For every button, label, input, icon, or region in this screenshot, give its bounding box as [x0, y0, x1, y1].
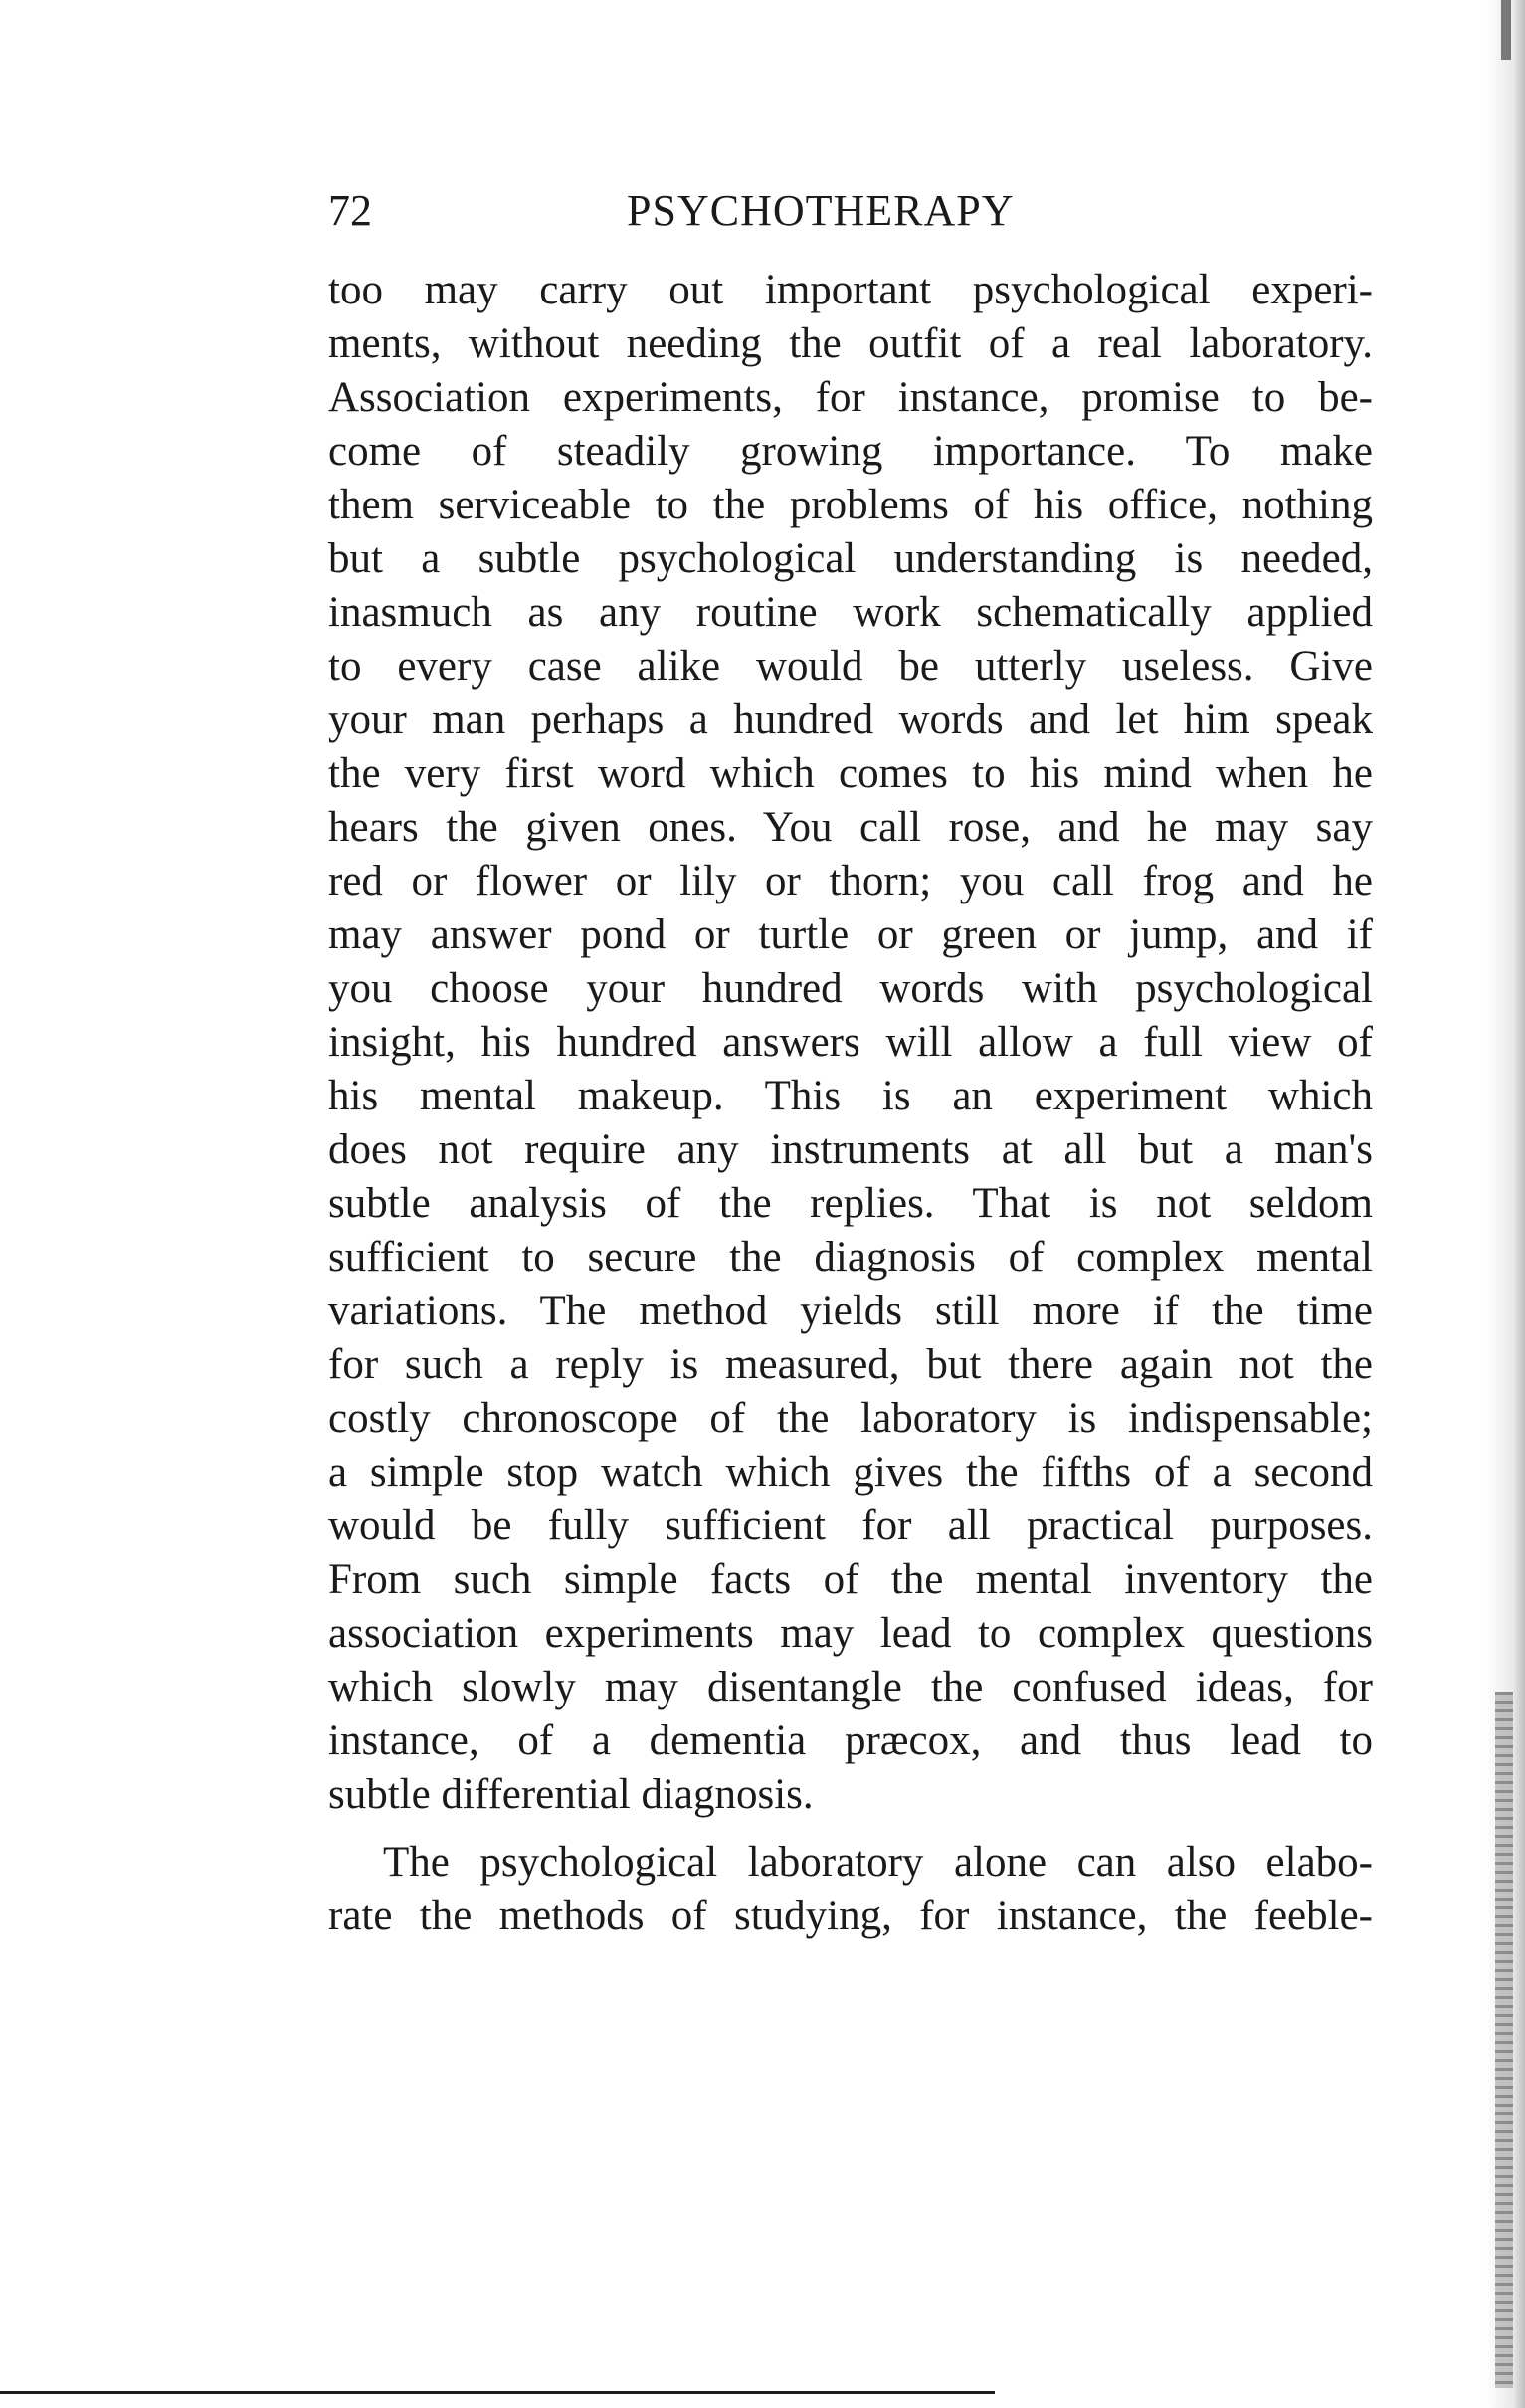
text-line: the very first word which comes to his mind when he [328, 750, 1373, 797]
text-line: subtle differential diagnosis. [328, 1771, 814, 1818]
text-line: subtle analysis of the replies. That is not seldom [328, 1180, 1373, 1227]
text-line: you choose your hundred words with psychological [328, 965, 1373, 1012]
paragraph-gap [328, 1822, 1373, 1836]
text-line: variations. The method yields still more if the time [328, 1288, 1373, 1334]
text-line: instance, of a dementia præcox, and thus lead to [328, 1717, 1373, 1764]
page-number: 72 [328, 186, 372, 235]
text-line: them serviceable to the problems of his office, nothing [328, 482, 1373, 528]
text-line: insight, his hundred answers will allow a full view of [328, 1019, 1373, 1066]
text-line: come of steadily growing importance. To make [328, 428, 1373, 475]
page-edge-texture [1495, 1692, 1513, 2388]
text-line: to every case alike would be utterly useless. Give [328, 643, 1373, 690]
text-line: sufficient to secure the diagnosis of complex mental [328, 1234, 1373, 1281]
page-header [328, 181, 1373, 241]
text-line: rate the methods of studying, for instance, the feeble- [328, 1893, 1373, 1939]
text-line: does not require any instruments at all but a man's [328, 1126, 1373, 1173]
text-line: for such a reply is measured, but there again not the [328, 1341, 1373, 1388]
body-text [328, 264, 1373, 1943]
text-line: From such simple facts of the mental inventory the [328, 1556, 1373, 1603]
text-line: red or flower or lily or thorn; you call frog and he [328, 858, 1373, 904]
text-line: ments, without needing the outfit of a real laboratory. [328, 320, 1373, 367]
text-line: your man perhaps a hundred words and let him speak [328, 697, 1373, 743]
running-head: PSYCHOTHERAPY [627, 186, 1015, 235]
text-line: which slowly may disentangle the confused ideas, for [328, 1664, 1373, 1710]
text-line: Association experiments, for instance, promise to be- [328, 374, 1373, 421]
page-edge-mark [1501, 0, 1511, 60]
text-line: a simple stop watch which gives the fifths of a second [328, 1449, 1373, 1496]
text-line: hears the given ones. You call rose, and he may say [328, 804, 1373, 851]
text-line: The psychological laboratory alone can also elabo- [383, 1839, 1373, 1886]
text-line: costly chronoscope of the laboratory is indispensable; [328, 1395, 1373, 1442]
scan-bottom-edge [0, 2391, 995, 2394]
text-line: may answer pond or turtle or green or jump, and if [328, 911, 1373, 958]
text-line: but a subtle psychological understanding is needed, [328, 535, 1373, 582]
text-line: too may carry out important psychological experi- [328, 267, 1373, 313]
text-line: would be fully sufficient for all practical purposes. [328, 1503, 1373, 1549]
text-line: his mental makeup. This is an experiment which [328, 1073, 1373, 1119]
text-line: association experiments may lead to complex questions [328, 1610, 1373, 1657]
text-line: inasmuch as any routine work schematically applied [328, 589, 1373, 636]
